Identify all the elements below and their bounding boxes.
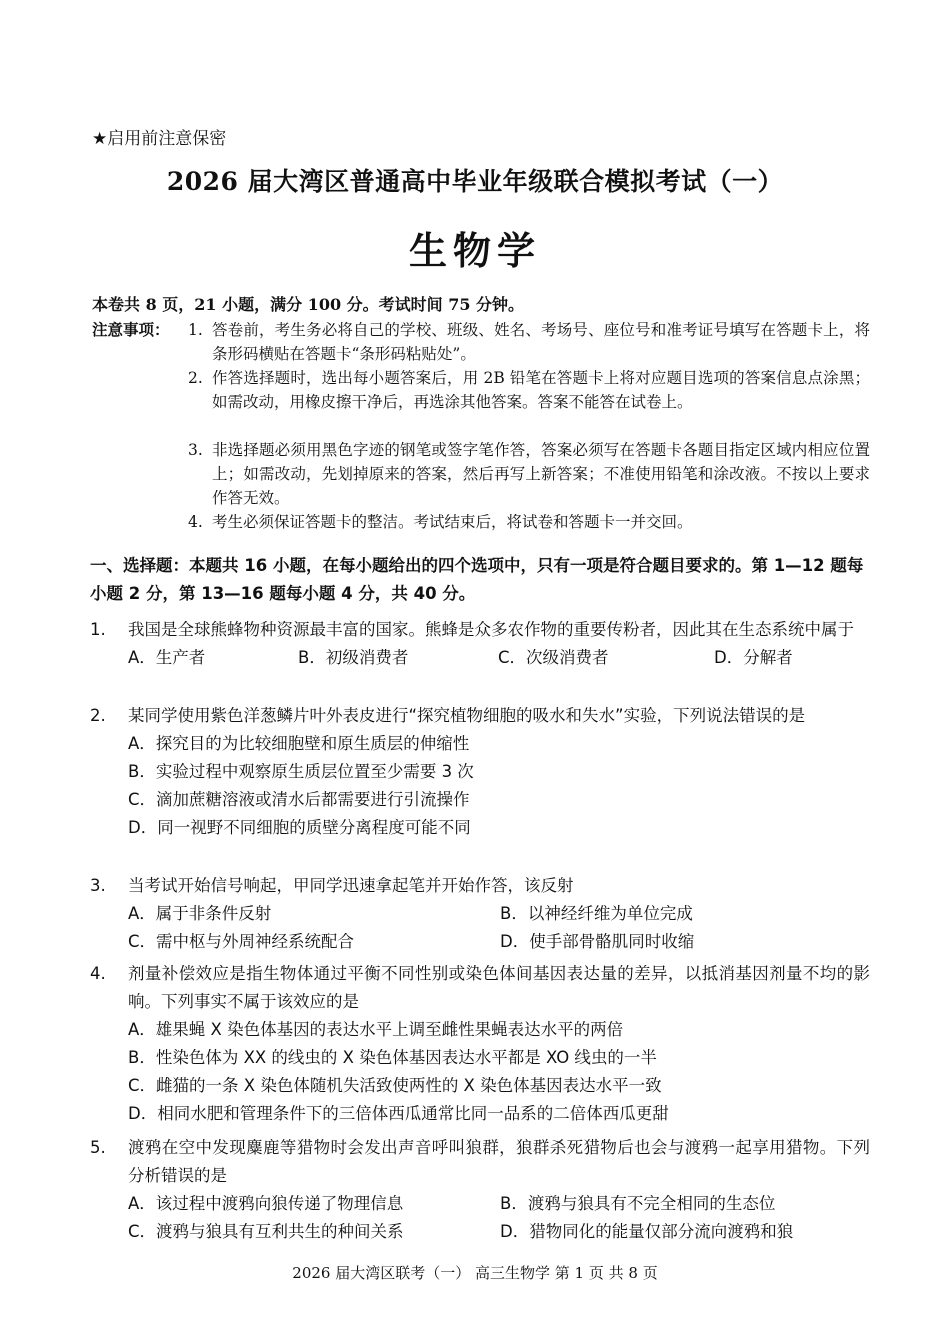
subject-title: 生物学 [408, 228, 541, 273]
option-c: C．滴加蔗糖溶液或清水后都需要进行引流操作 [128, 790, 470, 809]
option-c: C．需中枢与外周神经系统配合 [128, 932, 355, 951]
option-b: B．性染色体为 XX 的线虫的 X 染色体基因表达水平都是 XO 线虫的一半 [128, 1048, 657, 1067]
section-heading: 一、选择题：本题共 16 小题，在每小题给出的四个选项中，只有一项是符合题目要求的。第 1—12 题每小题 2 分，第 13—16 题每小题 4 分，共 40 分。 [90, 556, 864, 603]
option-d: D．猎物同化的能量仅部分流向渡鸦和狼 [500, 1222, 794, 1241]
option-d: D．同一视野不同细胞的质壁分离程度可能不同 [128, 818, 471, 837]
option-b: B．以神经纤维为单位完成 [500, 904, 693, 923]
notice-item [188, 510, 870, 534]
option-a: A．该过程中渡鸦向狼传递了物理信息 [128, 1194, 404, 1213]
question-stem: 当考试开始信号响起，甲同学迅速拿起笔并开始作答，该反射 [128, 876, 574, 895]
option-b: B．初级消费者 [298, 648, 409, 667]
notice-item [188, 438, 870, 510]
options [128, 730, 870, 842]
notice-item-number: 1. [188, 321, 203, 339]
confidential-notice: ★启用前注意保密 [92, 129, 227, 149]
question-4 [90, 960, 870, 1128]
options [128, 1016, 870, 1128]
notice-item-number: 2. [188, 369, 203, 387]
notice-item-text: 作答选择题时，选出每小题答案后，用 2B 铅笔在答题卡上将对应题目选项的答案信息点涂黑；如需改动，用橡皮擦干净后，再选涂其他答案。答案不能答在试卷上。 [212, 369, 870, 411]
notice-item-text: 答卷前，考生务必将自己的学校、班级、姓名、考场号、座位号和准考证号填写在答题卡上，将条形码横贴在答题卡“条形码粘贴处”。 [212, 321, 870, 363]
exam-info: 本卷共 8 页，21 小题，满分 100 分。考试时间 75 分钟。 [92, 295, 525, 314]
option-a: A．探究目的为比较细胞壁和原生质层的伸缩性 [128, 734, 470, 753]
question-number: 1. [90, 620, 106, 639]
notice-item [188, 318, 870, 366]
question-stem: 剂量补偿效应是指生物体通过平衡不同性别或染色体间基因表达量的差异，以抵消基因剂量不均的影响。下列事实不属于该效应的是 [128, 964, 870, 1011]
question-stem: 某同学使用紫色洋葱鳞片叶外表皮进行“探究植物细胞的吸水和失水”实验，下列说法错误的是 [128, 706, 806, 725]
page-footer: 2026 届大湾区联考（一） 高三生物学 第 1 页 共 8 页 [292, 1264, 658, 1282]
question-stem: 渡鸦在空中发现麋鹿等猎物时会发出声音呼叫狼群，狼群杀死猎物后也会与渡鸦一起享用猎物。下列分析错误的是 [128, 1138, 870, 1185]
options [128, 1190, 870, 1246]
question-number: 3. [90, 876, 106, 895]
exam-title: 2026 届大湾区普通高中毕业年级联合模拟考试（一） [166, 167, 784, 196]
question-3 [90, 872, 870, 956]
question-number: 5. [90, 1138, 106, 1157]
question-5 [90, 1134, 870, 1246]
option-a: A．雄果蝇 X 染色体基因的表达水平上调至雌性果蝇表达水平的两倍 [128, 1020, 624, 1039]
options [128, 644, 870, 672]
notice-item-number: 3. [188, 441, 203, 459]
question-1 [90, 616, 870, 672]
question-2 [90, 702, 870, 842]
option-b: B．渡鸦与狼具有不完全相同的生态位 [500, 1194, 776, 1213]
notice-label: 注意事项： [92, 320, 170, 339]
question-stem: 我国是全球熊蜂物种资源最丰富的国家。熊蜂是众多农作物的重要传粉者，因此其在生态系统中属于 [128, 620, 854, 639]
option-d: D．相同水肥和管理条件下的三倍体西瓜通常比同一品系的二倍体西瓜更甜 [128, 1104, 669, 1123]
option-d: D．使手部骨骼肌同时收缩 [500, 932, 695, 951]
option-c: C．渡鸦与狼具有互利共生的种间关系 [128, 1222, 404, 1241]
question-number: 4. [90, 964, 106, 983]
options [128, 900, 870, 956]
option-c: C．次级消费者 [498, 648, 609, 667]
option-b: B．实验过程中观察原生质层位置至少需要 3 次 [128, 762, 474, 781]
notice-item-number: 4. [188, 513, 203, 531]
option-a: A．生产者 [128, 648, 206, 667]
notice-item-text: 非选择题必须用黑色字迹的钢笔或签字笔作答，答案必须写在答题卡各题目指定区域内相应位置上；如需改动，先划掉原来的答案，然后再写上新答案；不准使用铅笔和涂改液。不按以上要求作答无效。 [212, 441, 870, 507]
notice-item [188, 366, 870, 414]
option-a: A．属于非条件反射 [128, 904, 272, 923]
question-number: 2. [90, 706, 106, 725]
notice-item-text: 考生必须保证答题卡的整洁。考试结束后，将试卷和答题卡一并交回。 [212, 513, 693, 531]
option-c: C．雌猫的一条 X 染色体随机失活致使两性的 X 染色体基因表达水平一致 [128, 1076, 662, 1095]
option-d: D．分解者 [714, 648, 793, 667]
